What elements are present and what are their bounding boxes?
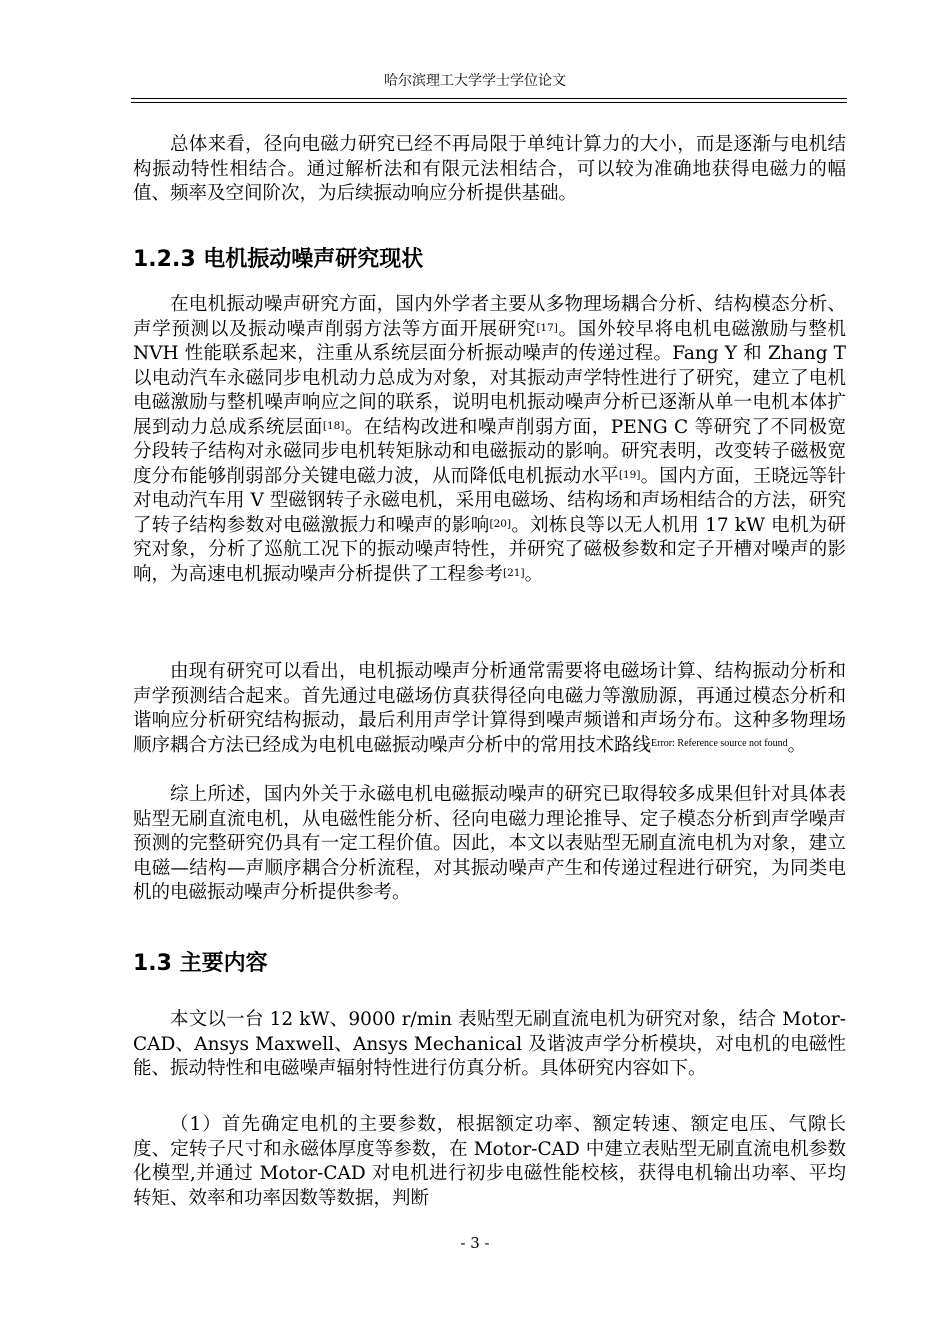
- text-run: 由现有研究可以看出，电机振动噪声分析通常需要将电磁场计算、结构振动分析和声学预测结合起来。首先通过电磁场仿真获得径向电磁力等激励源，再通过模态分析和谐响应分析研究结构振动，最后利用声学计算得到噪声频谱和声场分布。这种多物理场顺序耦合方法已经成为电机电磁振动噪声分析中的常用技术路线: [133, 661, 846, 756]
- citation-19: [19]: [618, 468, 641, 481]
- header-rule-bottom: [131, 102, 847, 103]
- text-run: 在电机振动噪声研究方面，国内外学者主要从多物理场耦合分析、结构模态分析、声学预测以及振动噪声削弱方法等方面开展研究: [133, 294, 846, 340]
- paragraph-coupling-method: [133, 660, 846, 758]
- page-number: - 3 -: [460, 1234, 490, 1252]
- text-run: 。国内方面，王晓远等针对电动汽车用 V 型磁钢转子永磁电机，采用电磁场、结构场和声场相结合的方法，研究了转子结构参数对电磁激振力和噪声的影响: [133, 465, 846, 536]
- citation-20: [20]: [489, 517, 512, 530]
- text-run: 。国外较早将电机电磁激励与整机 NVH 性能联系起来，注重从系统层面分析振动噪声的传递过程。Fang Y 和 Zhang T 以电动汽车永磁同步电机动力总成为对象，对其振动声学特性进行了研究，建立了电机电磁激励与整机噪声响应之间的联系，说明电机振动噪声分析已逐渐从单一电机本体扩展到动力总成系统层面: [133, 318, 846, 438]
- reference-error-note: Error: Reference source not found: [651, 737, 788, 749]
- running-header: 哈尔滨理工大学学士学位论文: [384, 73, 566, 89]
- text-run: 。在结构改进和噪声削弱方面，PENG C 等研究了不同极宽分段转子结构对永磁同步电机转矩脉动和电磁振动的影响。研究表明，改变转子磁极宽度分布能够削弱部分关键电磁力波，从而降低电机振动水平: [133, 416, 846, 487]
- paragraph-summary-force: 总体来看，径向电磁力研究已经不再局限于单纯计算力的大小，而是逐渐与电机结构振动特性相结合。通过解析法和有限元法相结合，可以较为准确地获得电磁力的幅值、频率及空间阶次，为后续振动响应分析提供基础。: [133, 134, 846, 204]
- section-heading-1-2-3: 1.2.3 电机振动噪声研究现状: [133, 247, 424, 272]
- paragraph-conclusion: 综上所述，国内外关于永磁电机电磁振动噪声的研究已取得较多成果但针对具体表贴型无刷直流电机，从电磁性能分析、径向电磁力理论推导、定子模态分析到声学噪声预测的完整研究仍具有一定工程价值。因此，本文以表贴型无刷直流电机为对象，建立电磁—结构—声顺序耦合分析流程，对其振动噪声产生和传递过程进行研究，为同类电机的电磁振动噪声分析提供参考。: [133, 784, 846, 903]
- citation-17: [17]: [536, 321, 558, 334]
- header-rule-top: [131, 98, 847, 99]
- section-heading-1-3: 1.3 主要内容: [133, 951, 268, 976]
- citation-21: [21]: [503, 566, 525, 579]
- citation-18: [18]: [322, 419, 345, 432]
- paragraph-main-content-intro: 本文以一台 12 kW、9000 r/min 表贴型无刷直流电机为研究对象，结合 Motor-CAD、Ansys Maxwell、Ansys Mechanical 及谐波声学分析模块，对电机的电磁性能、振动特性和电磁噪声辐射特性进行仿真分析。具体研究内容如下。: [133, 1009, 846, 1079]
- text-run: 。: [524, 563, 544, 585]
- paragraph-item-1: （1）首先确定电机的主要参数，根据额定功率、额定转速、额定电压、气隙长度、定转子尺寸和永磁体厚度等参数，在 Motor-CAD 中建立表贴型无刷直流电机参数化模型,并通过 Motor-CAD 对电机进行初步电磁性能校核，获得电机输出功率、平均转矩、效率和功率因数等数据，判断: [133, 1114, 846, 1209]
- text-run: 。刘栋良等以无人机用 17 kW 电机为研究对象，分析了巡航工况下的振动噪声特性，并研究了磁极参数和定子开槽对噪声的影响，为高速电机振动噪声分析提供了工程参考: [133, 514, 846, 585]
- paragraph-vibration-noise-review: [133, 293, 846, 587]
- text-run: 。: [787, 734, 807, 756]
